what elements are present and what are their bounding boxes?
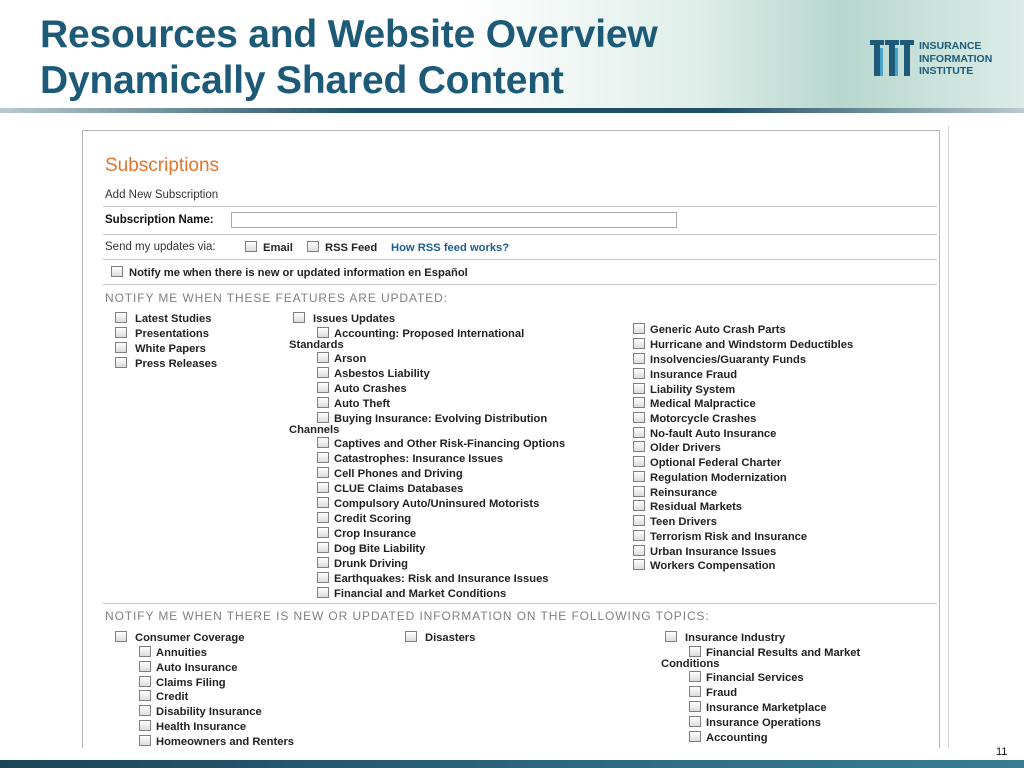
issue-checkbox[interactable] [633, 338, 645, 349]
issue-label: Credit Scoring [334, 513, 412, 525]
topic-checkbox[interactable] [689, 671, 701, 682]
topic-label: Homeowners and Renters [156, 736, 295, 748]
issue-label: Generic Auto Crash Parts [650, 324, 786, 336]
issue-checkbox[interactable] [317, 482, 329, 493]
topic-checkbox[interactable] [139, 646, 151, 657]
issue-checkbox[interactable] [317, 557, 329, 568]
topic-label: Financial Services [706, 672, 804, 684]
issue-label: Crop Insurance [334, 528, 417, 540]
issue-checkbox[interactable] [317, 527, 329, 538]
issue-checkbox[interactable] [633, 515, 645, 526]
issue-label: Auto Theft [334, 398, 390, 410]
issue-checkbox[interactable] [633, 486, 645, 497]
issue-checkbox[interactable] [633, 500, 645, 511]
send-updates-label: Send my updates via: [105, 241, 216, 253]
issue-checkbox[interactable] [633, 368, 645, 379]
issue-label: Insolvencies/Guaranty Funds [650, 354, 807, 366]
issue-checkbox[interactable] [633, 397, 645, 408]
topic-label: Accounting [706, 732, 768, 744]
issue-label: Terrorism Risk and Insurance [650, 531, 808, 543]
issue-label-wrap: Channels [289, 424, 340, 436]
issue-label: Financial and Market Conditions [334, 588, 507, 600]
issue-label-wrap: Standards [289, 339, 344, 351]
topic-label: Auto Insurance [156, 662, 238, 674]
issue-label: Residual Markets [650, 501, 743, 513]
issue-label: Catastrophes: Insurance Issues [334, 453, 504, 465]
footer-bar [0, 760, 1024, 768]
issues-updates-checkbox[interactable] [293, 312, 305, 323]
topic-checkbox[interactable] [139, 676, 151, 687]
email-label: Email [263, 242, 293, 254]
issue-label: Dog Bite Liability [334, 543, 426, 555]
issue-checkbox[interactable] [317, 412, 329, 423]
issue-label: Auto Crashes [334, 383, 407, 395]
divider [103, 603, 937, 604]
topic-label: Health Insurance [156, 721, 247, 733]
topic-checkbox[interactable] [139, 720, 151, 731]
issue-checkbox[interactable] [317, 587, 329, 598]
header-divider [0, 108, 1024, 113]
issue-checkbox[interactable] [633, 441, 645, 452]
feature-checkbox[interactable] [115, 327, 127, 338]
topic-checkbox[interactable] [139, 690, 151, 701]
page-number: 11 [996, 746, 1008, 758]
consumer-coverage-checkbox[interactable] [115, 631, 127, 642]
feature-label: White Papers [135, 343, 206, 355]
issue-checkbox[interactable] [633, 383, 645, 394]
subscriptions-panel [82, 130, 940, 748]
issue-label: Earthquakes: Risk and Insurance Issues [334, 573, 549, 585]
issue-checkbox[interactable] [317, 452, 329, 463]
topic-label: Disability Insurance [156, 706, 262, 718]
issue-label: Arson [334, 353, 367, 365]
topic-label: Fraud [706, 687, 738, 699]
espanol-label: Notify me when there is new or updated information en Español [129, 267, 468, 279]
topic-label: Insurance Marketplace [706, 702, 827, 714]
divider [103, 284, 937, 285]
topic-label: Claims Filing [156, 677, 226, 689]
issue-label: Drunk Driving [334, 558, 408, 570]
topic-checkbox[interactable] [139, 735, 151, 746]
issue-checkbox[interactable] [317, 467, 329, 478]
topic-label: Insurance Operations [706, 717, 822, 729]
issue-label: Hurricane and Windstorm Deductibles [650, 339, 854, 351]
issue-label: Reinsurance [650, 487, 718, 499]
issue-label: Cell Phones and Driving [334, 468, 463, 480]
features-heading: NOTIFY ME WHEN THESE FEATURES ARE UPDATED: [105, 291, 448, 305]
issue-label: Compulsory Auto/Uninsured Motorists [334, 498, 540, 510]
issue-label: CLUE Claims Databases [334, 483, 464, 495]
issue-checkbox[interactable] [633, 471, 645, 482]
feature-label: Press Releases [135, 358, 218, 370]
frame-shadow [948, 126, 949, 748]
issue-checkbox[interactable] [633, 545, 645, 556]
issue-checkbox[interactable] [633, 456, 645, 467]
topic-checkbox[interactable] [689, 646, 701, 657]
topic-label: Financial Results and Market [706, 647, 861, 659]
issue-label: Optional Federal Charter [650, 457, 782, 469]
topic-checkbox[interactable] [689, 716, 701, 727]
issue-checkbox[interactable] [317, 382, 329, 393]
topic-label: Credit [156, 691, 189, 703]
issue-label: Urban Insurance Issues [650, 546, 777, 558]
divider [103, 259, 937, 260]
logo-text: INSURANCE INFORMATION INSTITUTE [919, 40, 993, 77]
email-checkbox[interactable] [245, 241, 257, 252]
issue-checkbox[interactable] [317, 572, 329, 583]
issue-checkbox[interactable] [317, 512, 329, 523]
issue-label: Workers Compensation [650, 560, 776, 572]
disasters-label: Disasters [425, 632, 476, 644]
topic-checkbox[interactable] [689, 701, 701, 712]
topic-checkbox[interactable] [689, 686, 701, 697]
issue-checkbox[interactable] [317, 352, 329, 363]
issue-checkbox[interactable] [317, 397, 329, 408]
rss-checkbox[interactable] [307, 241, 319, 252]
issue-checkbox[interactable] [317, 542, 329, 553]
issue-label: Insurance Fraud [650, 369, 738, 381]
issue-checkbox[interactable] [633, 412, 645, 423]
issues-updates-label: Issues Updates [313, 313, 396, 325]
feature-checkbox[interactable] [115, 342, 127, 353]
topic-checkbox[interactable] [139, 661, 151, 672]
issue-checkbox[interactable] [633, 530, 645, 541]
issue-label: Medical Malpractice [650, 398, 756, 410]
feature-label: Latest Studies [135, 313, 212, 325]
issue-label: Buying Insurance: Evolving Distribution [334, 413, 548, 425]
issue-checkbox[interactable] [317, 367, 329, 378]
divider [103, 234, 937, 235]
issue-checkbox[interactable] [633, 323, 645, 334]
feature-checkbox[interactable] [115, 357, 127, 368]
topic-checkbox[interactable] [689, 731, 701, 742]
issue-label: No-fault Auto Insurance [650, 428, 777, 440]
slide-subtitle: Dynamically Shared Content [40, 59, 564, 102]
topic-checkbox[interactable] [139, 705, 151, 716]
insurance-industry-label: Insurance Industry [685, 632, 786, 644]
issue-checkbox[interactable] [317, 497, 329, 508]
issue-label: Captives and Other Risk-Financing Options [334, 438, 566, 450]
subscription-name-input[interactable] [231, 212, 677, 228]
issue-label: Older Drivers [650, 442, 721, 454]
rss-help-link[interactable]: How RSS feed works? [391, 242, 510, 254]
issue-checkbox[interactable] [317, 437, 329, 448]
issue-checkbox[interactable] [633, 559, 645, 570]
issue-label: Motorcycle Crashes [650, 413, 757, 425]
topic-label-wrap: Conditions [661, 658, 720, 670]
feature-checkbox[interactable] [115, 312, 127, 323]
divider [103, 206, 937, 207]
issue-checkbox[interactable] [633, 353, 645, 364]
slide-title: Resources and Website Overview [40, 13, 658, 56]
issue-checkbox[interactable] [317, 327, 329, 338]
issue-label: Regulation Modernization [650, 472, 787, 484]
consumer-coverage-label: Consumer Coverage [135, 632, 245, 644]
issue-label: Asbestos Liability [334, 368, 430, 380]
issue-checkbox[interactable] [633, 427, 645, 438]
espanol-checkbox[interactable] [111, 266, 123, 277]
add-new-subscription: Add New Subscription [105, 189, 219, 201]
subscriptions-heading: Subscriptions [105, 155, 220, 176]
topics-heading: NOTIFY ME WHEN THERE IS NEW OR UPDATED INFORMATION ON THE FOLLOWING TOPICS: [105, 609, 710, 623]
issue-label: Teen Drivers [650, 516, 717, 528]
insurance-industry-checkbox[interactable] [665, 631, 677, 642]
subscription-name-label: Subscription Name: [105, 214, 214, 226]
rss-label: RSS Feed [325, 242, 378, 254]
disasters-checkbox[interactable] [405, 631, 417, 642]
issue-label: Accounting: Proposed International [334, 328, 525, 340]
issue-label: Liability System [650, 384, 736, 396]
feature-label: Presentations [135, 328, 209, 340]
topic-label: Annuities [156, 647, 207, 659]
